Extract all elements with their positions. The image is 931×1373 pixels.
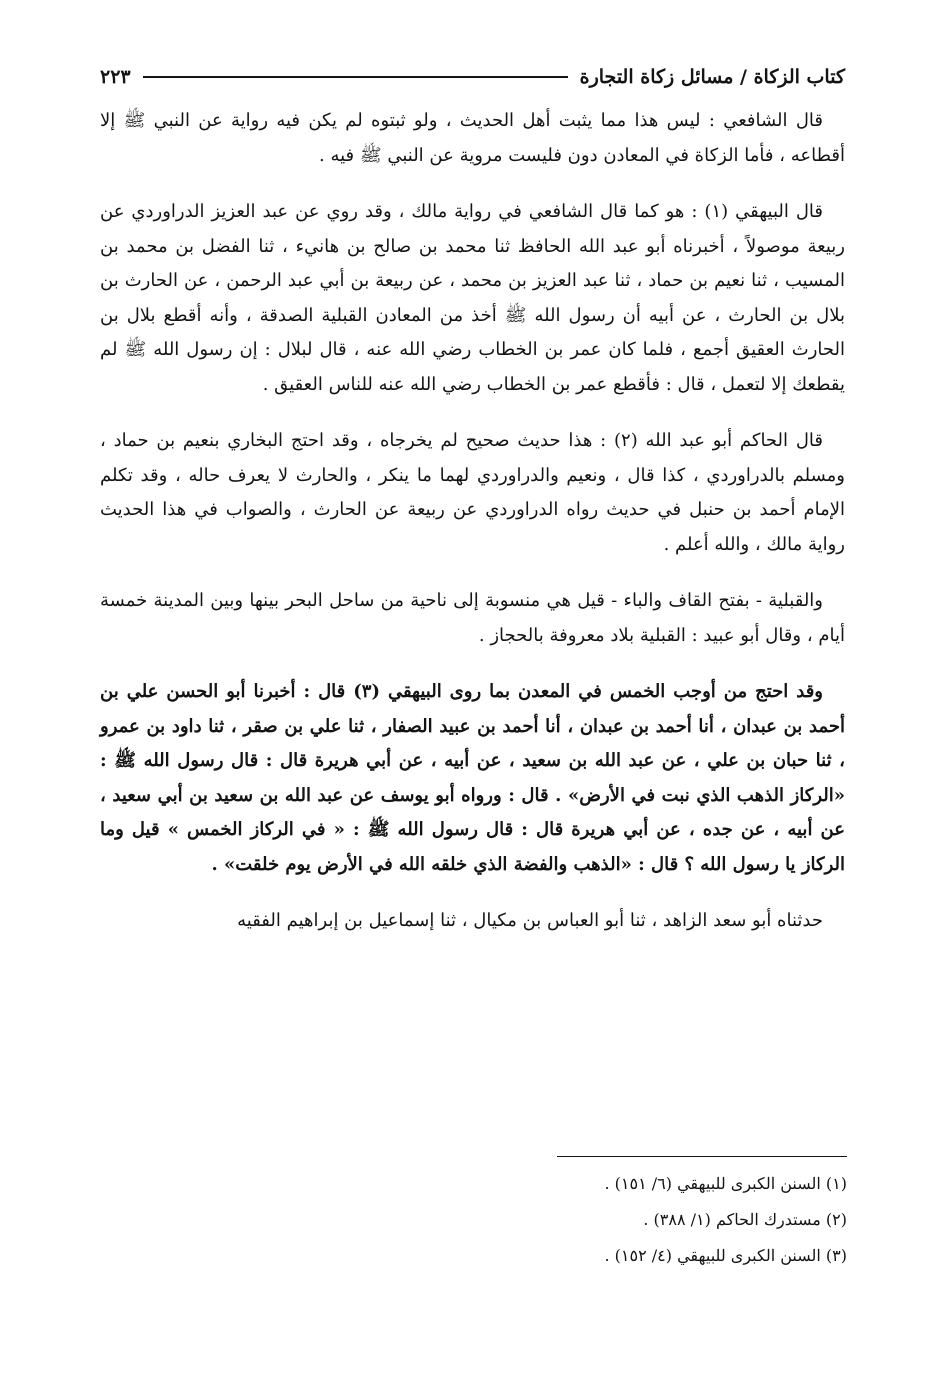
footnote-2: (٢) مستدرك الحاكم (١/ ٣٨٨) . — [643, 1210, 847, 1229]
paragraph-hakim: قال الحاكم أبو عبد الله (٢) : هذا حديث صحيح لم يخرجاه ، وقد احتج البخاري بنعيم بن حماد ، ومسلم بالدراوردي ، كذا قال ، ونعيم والدراوردي لهما ما ينكر ، والحارث لا يعرف حاله ، وقد تكلم الإمام أحمد بن حنبل في حديث رواه الدراوردي عن ربيعة عن الحارث ، والصواب في هذا الحديث رواية مالك ، والله أعلم . — [100, 430, 845, 555]
footnote-3: (٣) السنن الكبرى للبيهقي (٤/ ١٥٢) . — [604, 1246, 847, 1265]
running-header — [100, 62, 845, 92]
main-text — [100, 104, 845, 961]
paragraph-qabaliyya: والقبلية - بفتح القاف والباء - قيل هي منسوبة إلى ناحية من ساحل البحر بينها وبين المدينة خمسة أيام ، وقال أبو عبيد : القبلية بلاد معروفة بالحجاز . — [100, 590, 845, 646]
footnotes — [347, 1166, 847, 1274]
paragraph-bayhaqi: قال البيهقي (١) : هو كما قال الشافعي في رواية مالك ، وقد روي عن عبد العزيز الدراوردي عن ربيعة موصولاً ، أخبرناه أبو عبد الله الحافظ ثنا محمد بن صالح بن هانيء ، ثنا الفضل بن محمد بن المسيب ، ثنا نعيم بن حماد ، ثنا عبد العزيز بن محمد ، عن ربيعة بن أبي عبد الرحمن ، عن الحارث بن بلال بن الحارث ، عن أبيه أن رسول الله ﷺ أخذ من المعادن القبلية الصدقة ، وأنه أقطع بلال بن الحارث العقيق أجمع ، فلما كان عمر بن الخطاب رضي الله عنه ، قال لبلال : إن رسول الله ﷺ لم يقطعك إلا لتعمل ، قال : فأقطع عمر بن الخطاب رضي الله عنه للناس العقيق . — [100, 201, 845, 395]
header-rule — [143, 76, 568, 78]
page-number: ٢٢٣ — [100, 66, 131, 88]
paragraph-haddathana: حدثناه أبو سعد الزاهد ، ثنا أبو العباس بن مكيال ، ثنا إسماعيل بن إبراهيم الفقيه — [237, 910, 823, 931]
footnote-separator — [557, 1156, 847, 1157]
footnote-1: (١) السنن الكبرى للبيهقي (٦/ ١٥١) . — [604, 1174, 847, 1193]
chapter-title: كتاب الزكاة / مسائل زكاة التجارة — [579, 66, 845, 88]
paragraph-rikaz: وقد احتج من أوجب الخمس في المعدن بما روى البيهقي (٣) قال : أخبرنا أبو الحسن علي بن أحمد بن عبدان ، أنا أحمد بن عبدان ، أنا أحمد بن عبيد الصفار ، ثنا علي بن صقر ، ثنا داود بن عمرو ، ثنا حبان بن علي ، عن عبد الله بن سعيد ، عن أبيه ، عن أبي هريرة قال : قال رسول الله ﷺ : «الركاز الذهب الذي نبت في الأرض» . قال : ورواه أبو يوسف عن عبد الله بن سعيد بن أبي سعيد ، عن أبيه ، عن جده ، عن أبي هريرة قال : قال رسول الله ﷺ : « في الركاز الخمس » قيل وما الركاز يا رسول الله ؟ قال : «الذهب والفضة الذي خلقه الله في الأرض يوم خلقت» . — [100, 681, 845, 875]
paragraph-shafii: قال الشافعي : ليس هذا مما يثبت أهل الحديث ، ولو ثبتوه لم يكن فيه رواية عن النبي ﷺ إلا أقطاعه ، فأما الزكاة في المعادن دون فليست مروية عن النبي ﷺ فيه . — [100, 110, 845, 166]
